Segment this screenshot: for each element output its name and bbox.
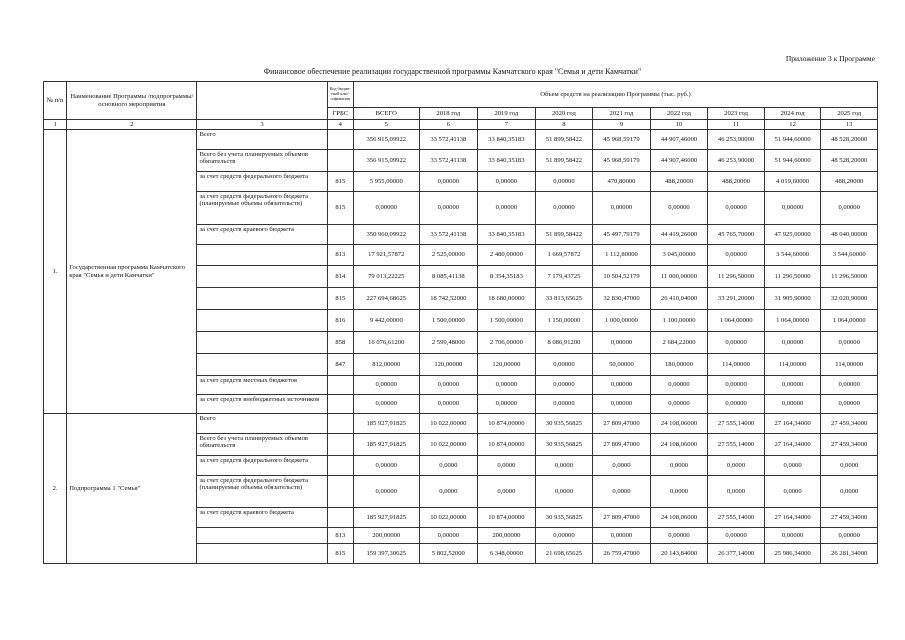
amount-cell: 0,00000: [419, 528, 478, 544]
amount-cell: 0,00000: [764, 332, 821, 354]
amount-cell: 0,0000: [708, 476, 765, 508]
amount-cell: 10 022,00000: [419, 414, 478, 434]
amount-cell: 26 281,34000: [821, 544, 878, 564]
funding-source: Всего: [197, 414, 327, 434]
amount-cell: 0,00000: [821, 528, 878, 544]
amount-cell: 45 968,59179: [593, 130, 651, 150]
amount-cell: 27 164,34000: [764, 414, 821, 434]
table-row: [44, 130, 878, 150]
amount-cell: 47 925,00000: [764, 225, 821, 245]
amount-cell: 1 669,57872: [535, 245, 593, 266]
amount-cell: 27 459,34000: [821, 434, 878, 456]
amount-cell: 33 291,20000: [708, 288, 765, 310]
amount-cell: 2 525,00000: [419, 245, 478, 266]
amount-cell: 31 905,90000: [764, 288, 821, 310]
amount-cell: 0,0000: [821, 456, 878, 476]
amount-cell: 10 874,00000: [478, 508, 536, 528]
amount-cell: 0,00000: [821, 395, 878, 414]
amount-cell: 0,00000: [353, 395, 419, 414]
amount-cell: 33 840,35183: [478, 130, 536, 150]
funding-source: за счет средств краевого бюджета: [197, 508, 327, 528]
funding-source: [197, 332, 327, 354]
amount-cell: 27 555,14000: [708, 414, 765, 434]
funding-source: за счет средств федерального бюджета: [197, 456, 327, 476]
amount-cell: 0,0000: [764, 476, 821, 508]
amount-cell: 488,20000: [708, 172, 765, 192]
amount-cell: 27 459,34000: [821, 414, 878, 434]
amount-cell: 0,00000: [535, 354, 593, 376]
amount-cell: 227 694,68625: [353, 288, 419, 310]
amount-cell: 0,00000: [535, 172, 593, 192]
amount-cell: 44 419,26000: [650, 225, 708, 245]
amount-cell: 46 253,90000: [708, 130, 765, 150]
amount-cell: 0,00000: [353, 476, 419, 508]
amount-cell: 48 528,20000: [821, 150, 878, 172]
amount-cell: 0,00000: [478, 376, 536, 395]
column-number: 5: [353, 120, 419, 130]
amount-cell: 6 348,00000: [478, 544, 536, 564]
amount-cell: 0,00000: [821, 192, 878, 225]
amount-cell: 350 960,09922: [353, 225, 419, 245]
funding-source: за счет средств местных бюджетов: [197, 376, 327, 395]
amount-cell: 3 544,60000: [764, 245, 821, 266]
amount-cell: 11 296,50000: [764, 266, 821, 288]
column-number: 1: [44, 120, 67, 130]
amount-cell: 33 840,35183: [478, 150, 536, 172]
amount-cell: 0,0000: [650, 456, 708, 476]
amount-cell: 0,00000: [593, 528, 651, 544]
amount-cell: 0,0000: [821, 476, 878, 508]
column-number: 2: [67, 120, 197, 130]
amount-cell: 2 480,00000: [478, 245, 536, 266]
amount-cell: 10 504,52179: [593, 266, 651, 288]
amount-cell: 0,0000: [478, 456, 536, 476]
amount-cell: 27 809,47000: [593, 508, 651, 528]
amount-cell: 2 684,22000: [650, 332, 708, 354]
section-number: 2.: [44, 414, 67, 564]
amount-cell: 51 899,58422: [535, 225, 593, 245]
amount-cell: 0,00000: [708, 245, 765, 266]
amount-cell: 45 765,70000: [708, 225, 765, 245]
funding-source: [197, 266, 327, 288]
amount-cell: 200,00000: [478, 528, 536, 544]
amount-cell: 33 813,65625: [535, 288, 593, 310]
amount-cell: 114,00000: [708, 354, 765, 376]
amount-cell: 45 968,59179: [593, 150, 651, 172]
grbs-code: 816: [327, 310, 353, 332]
funding-source: [197, 288, 327, 310]
header-grbs: ГРБС: [327, 108, 353, 120]
grbs-code: [327, 456, 353, 476]
header-volume: Объем средств на реализацию Программы (тыс. руб.): [353, 82, 877, 108]
amount-cell: 0,0000: [593, 476, 651, 508]
amount-cell: 18 680,00000: [478, 288, 536, 310]
amount-cell: 0,00000: [708, 528, 765, 544]
header-source: [197, 82, 327, 120]
amount-cell: 0,00000: [650, 376, 708, 395]
amount-cell: 0,00000: [650, 528, 708, 544]
amount-cell: 3 045,00000: [650, 245, 708, 266]
column-number: 10: [650, 120, 708, 130]
header-year: ВСЕГО: [353, 108, 419, 120]
amount-cell: 24 108,06000: [650, 414, 708, 434]
header-year: 2024 год: [764, 108, 821, 120]
grbs-code: [327, 434, 353, 456]
amount-cell: 1 150,00000: [535, 310, 593, 332]
amount-cell: 20 143,84000: [650, 544, 708, 564]
section-name: Подпрограмма 1 "Семья": [67, 414, 197, 564]
amount-cell: 3 544,60000: [821, 245, 878, 266]
amount-cell: 30 935,56825: [535, 508, 593, 528]
amount-cell: 0,0000: [535, 476, 593, 508]
amount-cell: 0,0000: [419, 456, 478, 476]
funding-source: Всего без учета планируемых объемов обязательств: [197, 150, 327, 172]
amount-cell: 0,0000: [535, 456, 593, 476]
grbs-code: 815: [327, 288, 353, 310]
amount-cell: 33 572,41138: [419, 130, 478, 150]
amount-cell: 8 086,91200: [535, 332, 593, 354]
amount-cell: 1 500,00000: [478, 310, 536, 332]
amount-cell: 114,00000: [764, 354, 821, 376]
column-number: 12: [764, 120, 821, 130]
amount-cell: 0,00000: [764, 528, 821, 544]
funding-source: [197, 528, 327, 544]
amount-cell: 11 000,00000: [650, 266, 708, 288]
amount-cell: 25 986,34000: [764, 544, 821, 564]
amount-cell: 200,00000: [353, 528, 419, 544]
amount-cell: 0,0000: [593, 456, 651, 476]
amount-cell: 0,00000: [419, 395, 478, 414]
amount-cell: 0,00000: [353, 376, 419, 395]
amount-cell: 0,00000: [764, 376, 821, 395]
amount-cell: 0,00000: [593, 332, 651, 354]
amount-cell: 0,00000: [821, 332, 878, 354]
funding-source: Всего без учета планируемых объемов обязательств: [197, 434, 327, 456]
grbs-code: [327, 395, 353, 414]
amount-cell: 27 555,14000: [708, 434, 765, 456]
amount-cell: 10 022,00000: [419, 508, 478, 528]
amount-cell: 356 915,09922: [353, 130, 419, 150]
header-year: 2018 год: [419, 108, 478, 120]
header-year: 2023 год: [708, 108, 765, 120]
amount-cell: 0,00000: [708, 395, 765, 414]
amount-cell: 0,00000: [478, 395, 536, 414]
amount-cell: 2 599,48000: [419, 332, 478, 354]
grbs-code: 858: [327, 332, 353, 354]
amount-cell: 180,00000: [650, 354, 708, 376]
amount-cell: 32 830,47000: [593, 288, 651, 310]
funding-source: за счет средств краевого бюджета: [197, 225, 327, 245]
amount-cell: 0,00000: [593, 376, 651, 395]
grbs-code: 815: [327, 544, 353, 564]
amount-cell: 0,00000: [478, 172, 536, 192]
amount-cell: 11 296,50000: [708, 266, 765, 288]
amount-cell: 51 899,58422: [535, 150, 593, 172]
amount-cell: 2 706,00000: [478, 332, 536, 354]
column-number: 8: [535, 120, 593, 130]
amount-cell: 48 040,00000: [821, 225, 878, 245]
section-name: Государственная программа Камчатского края "Семья и дети Камчатки": [67, 130, 197, 414]
column-number-row: [44, 120, 878, 130]
amount-cell: 46 253,90000: [708, 150, 765, 172]
amount-cell: 114,00000: [821, 354, 878, 376]
column-number: 9: [593, 120, 651, 130]
amount-cell: 33 572,41138: [419, 150, 478, 172]
amount-cell: 0,0000: [708, 456, 765, 476]
amount-cell: 0,00000: [708, 376, 765, 395]
amount-cell: 0,00000: [650, 395, 708, 414]
amount-cell: 27 164,34000: [764, 508, 821, 528]
column-number: 7: [478, 120, 536, 130]
grbs-code: 814: [327, 266, 353, 288]
amount-cell: 10 022,00000: [419, 434, 478, 456]
amount-cell: 356 915,09922: [353, 150, 419, 172]
amount-cell: 120,00000: [478, 354, 536, 376]
amount-cell: 488,20000: [650, 172, 708, 192]
funding-source: за счет средств федерального бюджета (планируемые объемы обязательств): [197, 192, 327, 225]
amount-cell: 51 944,60000: [764, 130, 821, 150]
amount-cell: 0,00000: [764, 192, 821, 225]
amount-cell: 27 459,34000: [821, 508, 878, 528]
amount-cell: 1 500,00000: [419, 310, 478, 332]
header-budget-code: Код бюдже-тной клас-сификации: [327, 82, 353, 108]
amount-cell: 0,00000: [535, 376, 593, 395]
amount-cell: 0,00000: [593, 192, 651, 225]
column-number: 13: [821, 120, 878, 130]
grbs-code: 815: [327, 192, 353, 225]
amount-cell: 0,00000: [535, 192, 593, 225]
grbs-code: [327, 130, 353, 150]
amount-cell: 5 955,00000: [353, 172, 419, 192]
funding-source: Всего: [197, 130, 327, 150]
amount-cell: 120,00000: [419, 354, 478, 376]
amount-cell: 1 064,00000: [708, 310, 765, 332]
grbs-code: 815: [327, 172, 353, 192]
amount-cell: 0,00000: [535, 528, 593, 544]
amount-cell: 0,00000: [419, 172, 478, 192]
amount-cell: 1 100,00000: [650, 310, 708, 332]
header-year: 2020 год: [535, 108, 593, 120]
amount-cell: 9 442,00000: [353, 310, 419, 332]
amount-cell: 32 020,90000: [821, 288, 878, 310]
amount-cell: 0,0000: [764, 456, 821, 476]
amount-cell: 10 874,00000: [478, 434, 536, 456]
grbs-code: [327, 508, 353, 528]
grbs-code: [327, 376, 353, 395]
amount-cell: 8 085,41138: [419, 266, 478, 288]
amount-cell: 30 935,56825: [535, 414, 593, 434]
amount-cell: 7 179,43725: [535, 266, 593, 288]
financing-table: [43, 81, 878, 564]
amount-cell: 1 000,00000: [593, 310, 651, 332]
amount-cell: 26 410,04000: [650, 288, 708, 310]
amount-cell: 1 112,80000: [593, 245, 651, 266]
header-year: 2019 год: [478, 108, 536, 120]
amount-cell: 0,0000: [650, 476, 708, 508]
amount-cell: 4 019,60000: [764, 172, 821, 192]
amount-cell: 185 927,91825: [353, 508, 419, 528]
amount-cell: 26 377,14000: [708, 544, 765, 564]
amount-cell: 185 927,91825: [353, 414, 419, 434]
column-number: 11: [708, 120, 765, 130]
section-number: 1.: [44, 130, 67, 414]
amount-cell: 21 698,65625: [535, 544, 593, 564]
amount-cell: 50,00000: [593, 354, 651, 376]
amount-cell: 24 108,06000: [650, 434, 708, 456]
amount-cell: 0,00000: [478, 192, 536, 225]
amount-cell: 159 397,30625: [353, 544, 419, 564]
amount-cell: 470,80000: [593, 172, 651, 192]
column-number: 6: [419, 120, 478, 130]
amount-cell: 45 497,79179: [593, 225, 651, 245]
amount-cell: 0,00000: [650, 192, 708, 225]
amount-cell: 30 935,56825: [535, 434, 593, 456]
appendix-label: Приложение 3 к Программе: [785, 54, 875, 63]
header-num: № п/п: [44, 82, 67, 120]
amount-cell: 0,00000: [593, 395, 651, 414]
amount-cell: 5 802,52000: [419, 544, 478, 564]
amount-cell: 0,00000: [708, 332, 765, 354]
amount-cell: 11 296,50000: [821, 266, 878, 288]
amount-cell: 27 555,14000: [708, 508, 765, 528]
funding-source: за счет средств федерального бюджета: [197, 172, 327, 192]
amount-cell: 33 840,35183: [478, 225, 536, 245]
amount-cell: 1 064,00000: [764, 310, 821, 332]
amount-cell: 27 809,47000: [593, 414, 651, 434]
amount-cell: 27 164,34000: [764, 434, 821, 456]
amount-cell: 51 944,60000: [764, 150, 821, 172]
amount-cell: 27 809,47000: [593, 434, 651, 456]
amount-cell: 0,00000: [535, 395, 593, 414]
amount-cell: 0,00000: [764, 395, 821, 414]
amount-cell: 488,20000: [821, 172, 878, 192]
grbs-code: 847: [327, 354, 353, 376]
column-number: 3: [197, 120, 327, 130]
funding-source: за счет средств внебюджетных источников: [197, 395, 327, 414]
amount-cell: 17 921,57872: [353, 245, 419, 266]
amount-cell: 0,00000: [821, 376, 878, 395]
amount-cell: 0,0000: [419, 476, 478, 508]
grbs-code: [327, 476, 353, 508]
amount-cell: 0,00000: [708, 192, 765, 225]
funding-source: [197, 354, 327, 376]
grbs-code: [327, 225, 353, 245]
funding-source: [197, 544, 327, 564]
amount-cell: 16 076,61200: [353, 332, 419, 354]
amount-cell: 812,00000: [353, 354, 419, 376]
column-number: 4: [327, 120, 353, 130]
grbs-code: 813: [327, 245, 353, 266]
amount-cell: 79 013,22225: [353, 266, 419, 288]
amount-cell: 0,00000: [419, 376, 478, 395]
amount-cell: 185 927,91825: [353, 434, 419, 456]
funding-source: за счет средств федерального бюджета (планируемые объемы обязательств): [197, 476, 327, 508]
amount-cell: 0,00000: [353, 456, 419, 476]
grbs-code: 813: [327, 528, 353, 544]
amount-cell: 18 742,52000: [419, 288, 478, 310]
header-year: 2022 год: [650, 108, 708, 120]
amount-cell: 1 064,00000: [821, 310, 878, 332]
funding-source: [197, 245, 327, 266]
amount-cell: 0,0000: [478, 476, 536, 508]
amount-cell: 0,00000: [419, 192, 478, 225]
amount-cell: 33 572,41138: [419, 225, 478, 245]
amount-cell: 24 108,06000: [650, 508, 708, 528]
header-year: 2025 год: [821, 108, 878, 120]
amount-cell: 44 907,46000: [650, 150, 708, 172]
amount-cell: 8 354,35183: [478, 266, 536, 288]
amount-cell: 51 899,58422: [535, 130, 593, 150]
grbs-code: [327, 150, 353, 172]
header-year: 2021 год: [593, 108, 651, 120]
header-name: Наименование Программы /подпрограммы/ основного мероприятия: [67, 82, 197, 120]
document-title: Финансовое обеспечение реализации государственной программы Камчатского края "Семья и дети Камчатки": [263, 67, 642, 76]
amount-cell: 44 907,46000: [650, 130, 708, 150]
funding-source: [197, 310, 327, 332]
amount-cell: 10 874,00000: [478, 414, 536, 434]
grbs-code: [327, 414, 353, 434]
table-row: [44, 414, 878, 434]
amount-cell: 48 528,20000: [821, 130, 878, 150]
amount-cell: 0,00000: [353, 192, 419, 225]
amount-cell: 26 759,47000: [593, 544, 651, 564]
